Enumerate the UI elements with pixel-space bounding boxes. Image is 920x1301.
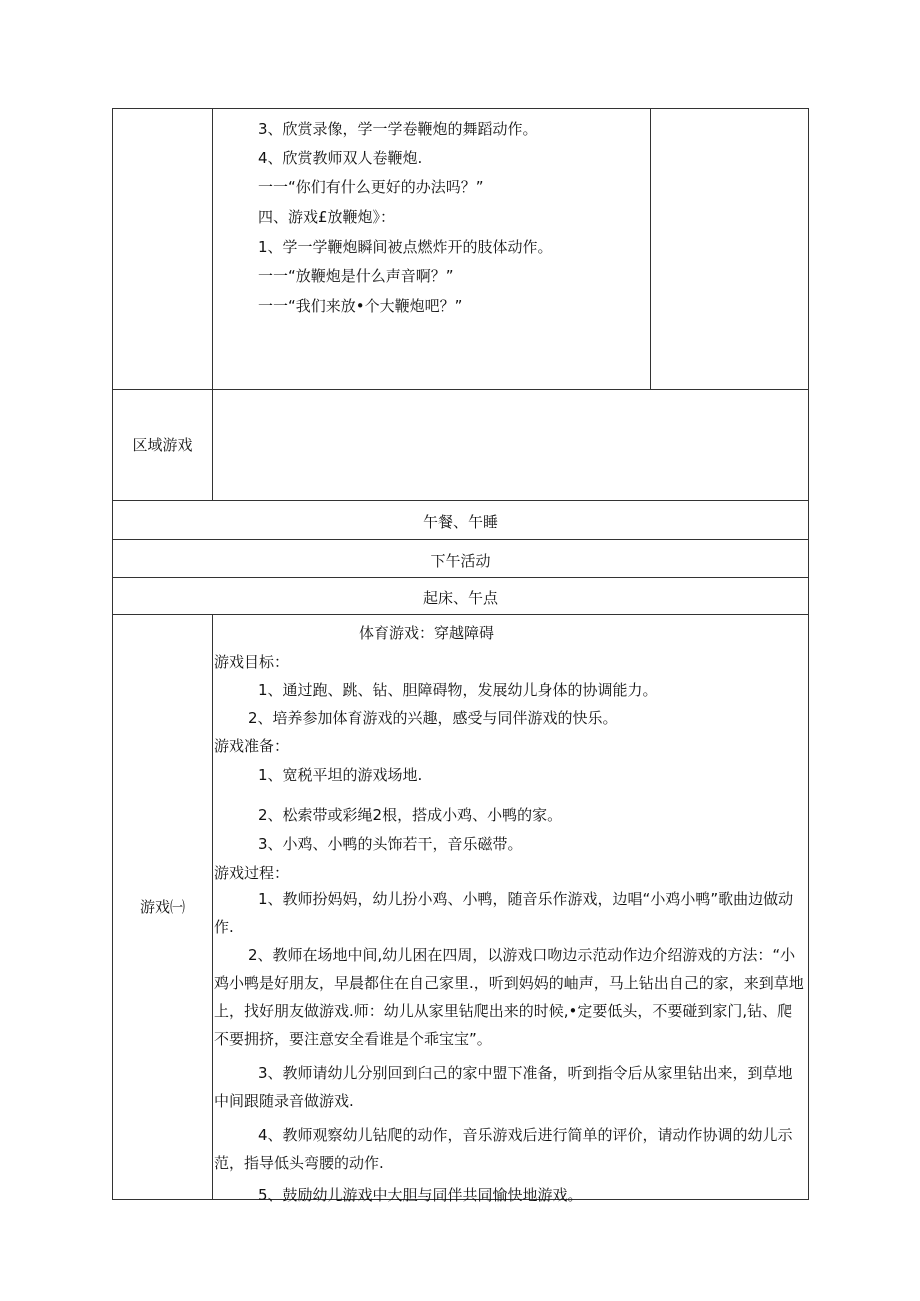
game-one-row xyxy=(113,615,809,1200)
activity-line: 一一“我们来放•个大鞭炮吧？” xyxy=(258,297,463,315)
process-step: 2、教师在场地中间,幼儿困在四周，以游戏口吻边示范动作边介绍游戏的方法：“小鸡小鸭是好朋友，早晨都住在自己家里.，听到妈妈的岫声，马上钻出自己的家，来到草地上，找好朋友做游戏.师：幼儿从家里钻爬出来的时候,•定要低头，不要碰到家门,钻、爬不要拥挤，要注意安全看谁是个乖宝宝”。 xyxy=(214,946,804,1048)
afternoon-activity-cell: 下午活动 xyxy=(113,540,809,578)
game-title: 体育游戏：穿越障碍 xyxy=(359,624,495,642)
afternoon-row xyxy=(113,540,809,578)
process-step: 3、教师请幼儿分别回到臼己的家中盟下准备，听到指令后从家里钻出来，到草地中间跟随录音做游戏. xyxy=(214,1064,793,1110)
lunch-nap-cell: 午餐、午睡 xyxy=(113,501,809,540)
activity-line: 1、学一学鞭炮瞬间被点燃炸开的肢体动作。 xyxy=(258,238,553,256)
process-step: 4、教师观察幼儿钻爬的动作，音乐游戏后进行简单的评价，请动作协调的幼儿示范，指导低头弯腰的动作. xyxy=(214,1126,793,1172)
activity-notes-cell xyxy=(651,109,809,390)
lesson-plan-table xyxy=(112,108,809,1204)
process-step: 5、鼓励幼儿游戏中大胆与同伴共同愉快地游戏。 xyxy=(258,1186,583,1204)
area-game-label: 区域游戏 xyxy=(113,390,213,501)
activity-label-cell xyxy=(113,109,213,390)
prep-heading: 游戏准备： xyxy=(214,737,290,755)
area-game-content xyxy=(213,390,809,501)
process-heading: 游戏过程： xyxy=(214,864,290,882)
activity-content-cell xyxy=(213,109,651,390)
wakeup-snack-cell: 起床、午点 xyxy=(113,578,809,615)
activity-line: 4、欣赏教师双人卷鞭炮. xyxy=(258,149,423,167)
activity-line: 一一“你们有什么更好的办法吗？” xyxy=(258,178,484,196)
prep-item: 1、宽税平坦的游戏场地. xyxy=(258,766,423,784)
goal-item: 2、培养参加体育游戏的兴趣，感受与同伴游戏的快乐。 xyxy=(248,709,618,727)
prep-item: 3、小鸡、小鸭的头饰若干，音乐磁带。 xyxy=(258,835,523,853)
prep-item: 2、松索带或彩绳2根，搭成小鸡、小鸭的家。 xyxy=(258,806,563,824)
wakeup-row xyxy=(113,578,809,615)
process-step: 1、教师扮妈妈，幼儿扮小鸡、小鸭，随音乐作游戏，边唱“小鸡小鸭”歌曲边做动作. xyxy=(214,890,794,936)
area-game-row xyxy=(113,390,809,501)
activity-line: 四、游戏£放鞭炮》： xyxy=(258,208,396,226)
goal-item: 1、通过跑、跳、钻、胆障碍物，发展幼儿身体的协调能力。 xyxy=(258,681,658,699)
lunch-row xyxy=(113,501,809,540)
activity-line: 3、欣赏录像，学一学卷鞭炮的舞蹈动作。 xyxy=(258,120,538,138)
activity-line: 一一“放鞭炮是什么声音啊？” xyxy=(258,267,454,285)
goal-heading: 游戏目标： xyxy=(214,653,290,671)
game-one-label: 游戏㈠ xyxy=(113,615,213,1200)
game-one-content xyxy=(213,615,809,1204)
activity-continued-row xyxy=(113,109,809,390)
process-steps xyxy=(214,885,804,1209)
